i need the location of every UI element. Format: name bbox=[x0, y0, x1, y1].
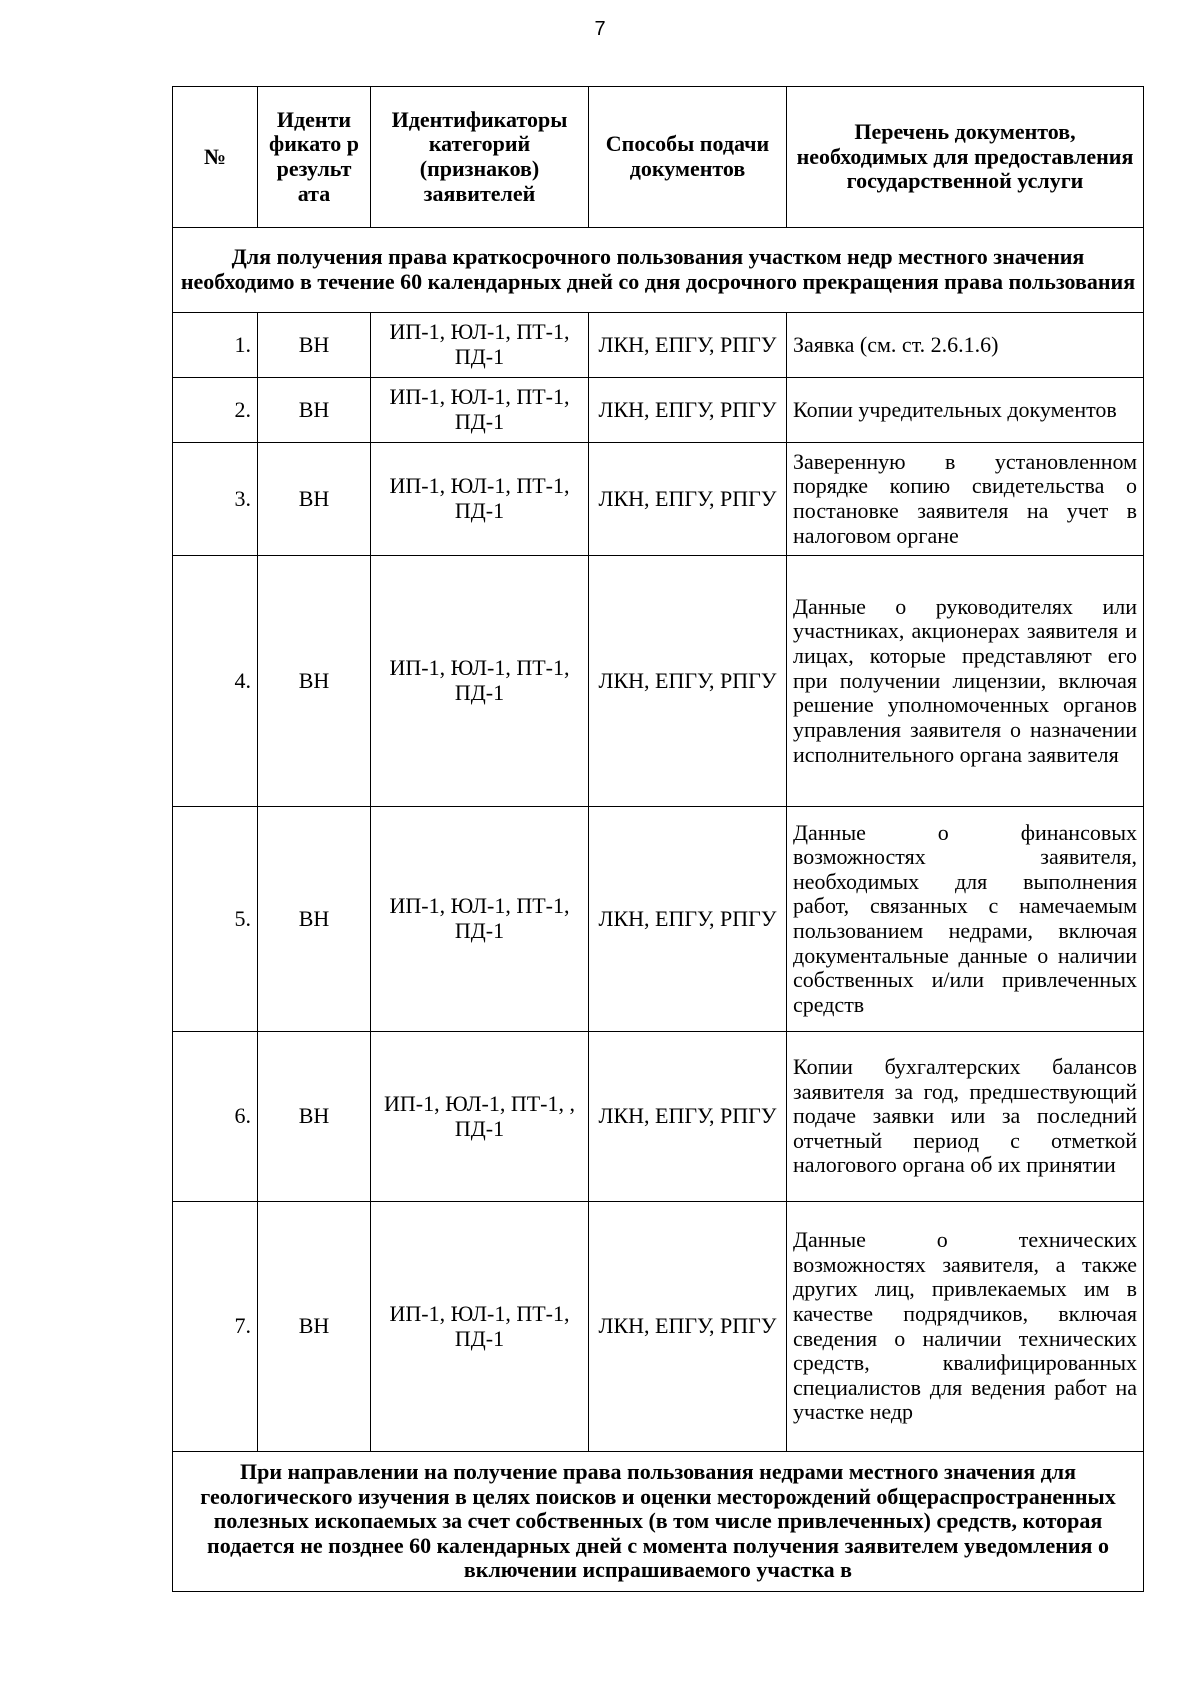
row-categories: ИП-1, ЮЛ-1, ПТ-1, , ПД-1 bbox=[371, 1032, 589, 1202]
table-row bbox=[173, 443, 1144, 556]
row-result-id: ВН bbox=[258, 1202, 371, 1452]
header-methods: Способы подачи документов bbox=[589, 87, 787, 228]
row-categories: ИП-1, ЮЛ-1, ПТ-1, ПД-1 bbox=[371, 378, 589, 443]
table-row bbox=[173, 1032, 1144, 1202]
row-methods: ЛКН, ЕПГУ, РПГУ bbox=[589, 378, 787, 443]
row-methods: ЛКН, ЕПГУ, РПГУ bbox=[589, 443, 787, 556]
row-documents: Копии бухгалтерских балансов заявителя за год, предшествующий подаче заявки или за последний отчетный период с отметкой налогового органа об их принятии bbox=[787, 1032, 1144, 1202]
table-row bbox=[173, 807, 1144, 1032]
services-documents-table bbox=[172, 86, 1144, 1592]
row-number: 2. bbox=[173, 378, 258, 443]
row-number: 3. bbox=[173, 443, 258, 556]
row-documents: Данные о финансовых возможностях заявителя, необходимых для выполнения работ, связанных с намечаемым пользованием недрами, включая документальные данные о наличии собственных и/или привлеченных средств bbox=[787, 807, 1144, 1032]
header-num: № bbox=[173, 87, 258, 228]
row-documents: Данные о руководителях или участниках, акционерах заявителя и лицах, которые представляют его при получении лицензии, включая решение уполномоченных органов управления заявителя о назначении исполнительного органа заявителя bbox=[787, 556, 1144, 807]
row-number: 6. bbox=[173, 1032, 258, 1202]
section-row bbox=[173, 1452, 1144, 1592]
header-categories: Идентификаторы категорий (признаков) заявителей bbox=[371, 87, 589, 228]
row-methods: ЛКН, ЕПГУ, РПГУ bbox=[589, 807, 787, 1032]
row-methods: ЛКН, ЕПГУ, РПГУ bbox=[589, 556, 787, 807]
section-heading-short-term: Для получения права краткосрочного пользования участком недр местного значения необходимо в течение 60 календарных дней со дня досрочного прекращения права пользования bbox=[173, 228, 1144, 313]
row-result-id: ВН bbox=[258, 1032, 371, 1202]
row-documents: Заверенную в установленном порядке копию свидетельства о постановке заявителя на учет в налоговом органе bbox=[787, 443, 1144, 556]
row-documents: Данные о технических возможностях заявителя, а также других лиц, привлекаемых им в качестве подрядчиков, включая сведения о наличии технических средств, квалифицированных специалистов для ведения работ на участке недр bbox=[787, 1202, 1144, 1452]
row-documents: Заявка (см. ст. 2.6.1.6) bbox=[787, 313, 1144, 378]
section-row bbox=[173, 228, 1144, 313]
table-header-row bbox=[173, 87, 1144, 228]
row-methods: ЛКН, ЕПГУ, РПГУ bbox=[589, 313, 787, 378]
row-result-id: ВН bbox=[258, 556, 371, 807]
row-methods: ЛКН, ЕПГУ, РПГУ bbox=[589, 1032, 787, 1202]
row-categories: ИП-1, ЮЛ-1, ПТ-1, ПД-1 bbox=[371, 556, 589, 807]
row-documents: Копии учредительных документов bbox=[787, 378, 1144, 443]
row-number: 5. bbox=[173, 807, 258, 1032]
row-number: 4. bbox=[173, 556, 258, 807]
row-result-id: ВН bbox=[258, 313, 371, 378]
page-number: 7 bbox=[594, 18, 606, 40]
row-result-id: ВН bbox=[258, 807, 371, 1032]
row-number: 7. bbox=[173, 1202, 258, 1452]
header-result-id: Иденти фикато р результ ата bbox=[258, 87, 371, 228]
header-documents: Перечень документов, необходимых для предоставления государственной услуги bbox=[787, 87, 1144, 228]
row-number: 1. bbox=[173, 313, 258, 378]
row-result-id: ВН bbox=[258, 378, 371, 443]
row-categories: ИП-1, ЮЛ-1, ПТ-1, ПД-1 bbox=[371, 313, 589, 378]
table-row bbox=[173, 378, 1144, 443]
row-methods: ЛКН, ЕПГУ, РПГУ bbox=[589, 1202, 787, 1452]
row-categories: ИП-1, ЮЛ-1, ПТ-1, ПД-1 bbox=[371, 1202, 589, 1452]
table-row bbox=[173, 313, 1144, 378]
row-result-id: ВН bbox=[258, 443, 371, 556]
row-categories: ИП-1, ЮЛ-1, ПТ-1, ПД-1 bbox=[371, 807, 589, 1032]
section-heading-geological-study: При направлении на получение права пользования недрами местного значения для геологического изучения в целях поисков и оценки месторождений общераспространенных полезных ископаемых за счет собственных (в том числе привлеченных) средств, которая подается не позднее 60 календарных дней с момента получения заявителем уведомления о включении испрашиваемого участка в bbox=[173, 1452, 1144, 1592]
row-categories: ИП-1, ЮЛ-1, ПТ-1, ПД-1 bbox=[371, 443, 589, 556]
table-row bbox=[173, 556, 1144, 807]
table-row bbox=[173, 1202, 1144, 1452]
